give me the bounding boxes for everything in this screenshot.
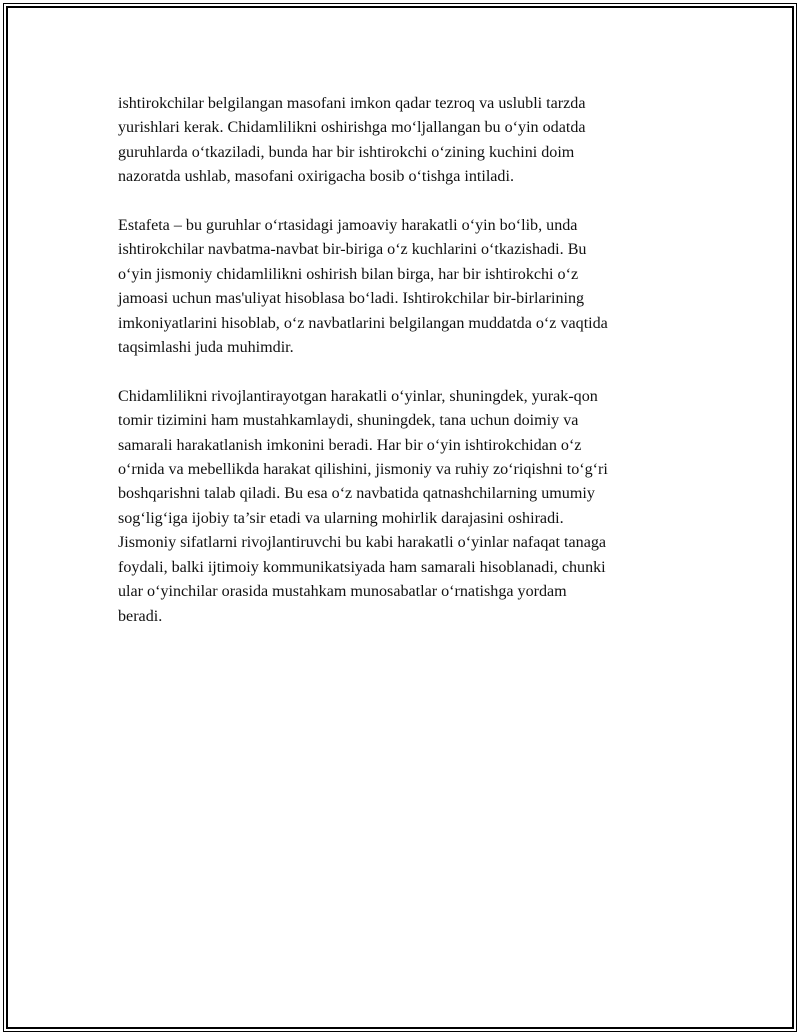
document-body	[118, 92, 686, 653]
paragraph-2	[118, 214, 686, 360]
text-line: ishtirokchilar belgilangan masofani imkon qadar tezroq va uslubli tarzda	[118, 95, 586, 112]
text-line: imkoniyatlarini hisoblab, o‘z navbatlarini belgilangan muddatda o‘z vaqtida	[118, 314, 608, 332]
text-line: taqsimlashi juda muhimdir.	[118, 339, 294, 357]
text-line: tomir tizimini ham mustahkamlaydi, shuningdek, tana uchun doimiy va	[118, 412, 579, 430]
text-line: sog‘lig‘iga ijobiy ta’sir etadi va ularning mohirlik darajasini oshiradi.	[118, 509, 564, 527]
text-line: o‘rnida va mebellikda harakat qilishini, jismoniy va ruhiy zo‘riqishni to‘g‘ri	[118, 461, 608, 479]
text-line: beradi.	[118, 607, 163, 625]
text-line: o‘yin jismoniy chidamlilikni oshirish bilan birga, har bir ishtirokchi o‘z	[118, 265, 579, 283]
text-line: boshqarishni talab qiladi. Bu esa o‘z navbatida qatnashchilarning umumiy	[118, 485, 595, 503]
text-line: ishtirokchilar navbatma-navbat bir-biriga o‘z kuchlarini o‘tkazishadi. Bu	[118, 241, 587, 259]
text-line: samarali harakatlanish imkonini beradi. Har bir o‘yin ishtirokchidan o‘z	[118, 436, 582, 454]
text-line: Estafeta – bu guruhlar o‘rtasidagi jamoaviy harakatli o‘yin bo‘lib, unda	[118, 217, 578, 235]
text-line: nazoratda ushlab, masofani oxirigacha bosib o‘tishga intiladi.	[118, 168, 514, 186]
text-line: Chidamlilikni rivojlantirayotgan harakatli o‘yinlar, shuningdek, yurak-qon	[118, 387, 598, 405]
text-line: Jismoniy sifatlarni rivojlantiruvchi bu kabi harakatli o‘yinlar nafaqat tanaga	[118, 534, 607, 552]
text-line: jamoasi uchun mas'uliyat hisoblasa bo‘ladi. Ishtirokchilar bir-birlarining	[118, 290, 585, 308]
text-line: yurishlari kerak. Chidamlilikni oshirishga mo‘ljallangan bu o‘yin odatda	[118, 119, 586, 137]
text-line: guruhlarda o‘tkaziladi, bunda har bir ishtirokchi o‘zining kuchini doim	[118, 143, 575, 161]
text-line: foydali, balki ijtimoiy kommunikatsiyada ham samarali hisoblanadi, chunki	[118, 558, 606, 576]
text-line: ular o‘yinchilar orasida mustahkam munosabatlar o‘rnatishga yordam	[118, 583, 567, 601]
paragraph-1	[118, 92, 686, 190]
paragraph-3	[118, 385, 686, 629]
